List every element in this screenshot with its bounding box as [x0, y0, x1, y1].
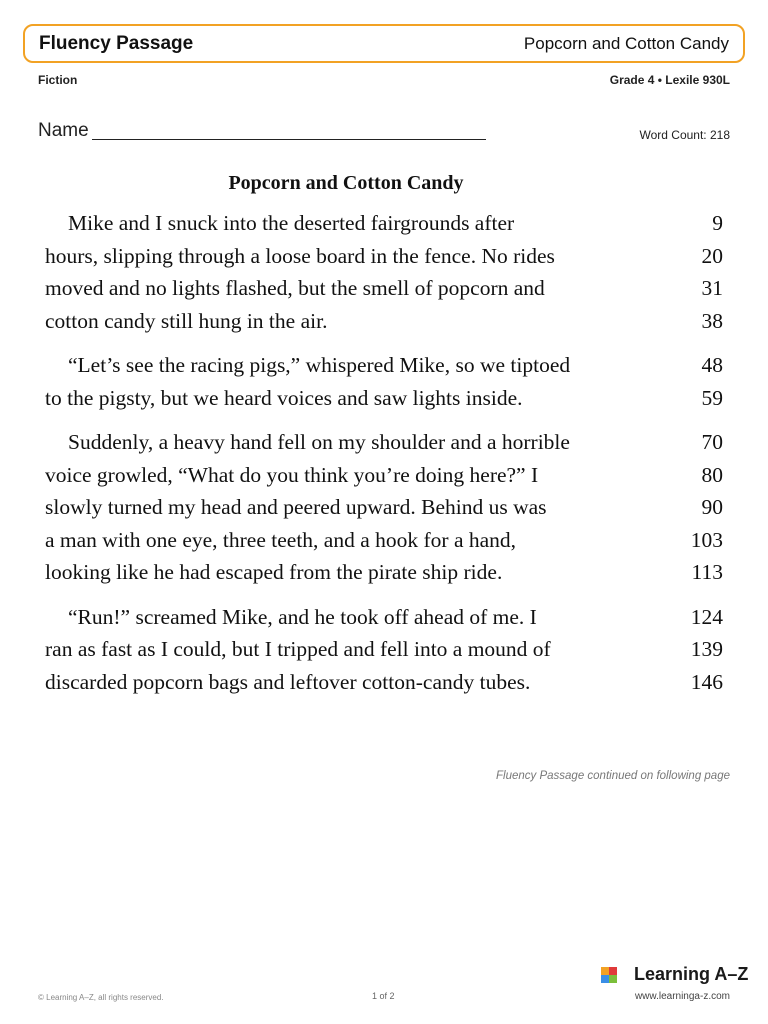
line-text: voice growled, “What do you think you’re doing here?” I: [45, 462, 539, 487]
line-text: a man with one eye, three teeth, and a hook for a hand,: [45, 527, 517, 552]
running-word-count: 48: [701, 353, 723, 377]
passage-line: [45, 637, 723, 670]
running-word-count: 113: [691, 560, 723, 584]
running-word-count: 124: [690, 604, 723, 629]
passage-line: [45, 670, 723, 703]
logo-square-2: [609, 967, 617, 975]
passage-line: [45, 211, 723, 244]
line-text: discarded popcorn bags and leftover cotton-candy tubes.: [45, 669, 531, 694]
page-number: 1 of 2: [372, 991, 395, 1001]
paragraph: [45, 211, 723, 341]
passage-line: [45, 309, 723, 342]
website-link[interactable]: www.learninga-z.com: [634, 991, 730, 1002]
running-word-count: 9: [712, 211, 723, 235]
header-title-left: Fluency Passage: [39, 33, 194, 54]
passage-line: [45, 495, 723, 528]
grade-lexile-label: Grade 4 • Lexile 930L: [609, 73, 730, 87]
passage-line: [45, 353, 723, 386]
logo-square-4: [609, 975, 617, 983]
passage-line: [45, 605, 723, 638]
line-text: to the pigsty, but we heard voices and saw lights inside.: [45, 385, 523, 410]
running-word-count: 80: [701, 462, 723, 487]
name-label: Name: [38, 120, 89, 141]
running-word-count: 59: [701, 385, 723, 410]
name-line[interactable]: [92, 139, 486, 140]
passage-title: Popcorn and Cotton Candy: [228, 172, 464, 194]
passage-line: [45, 560, 723, 593]
line-text: slowly turned my head and peered upward. Behind us was: [45, 495, 547, 519]
line-text: ran as fast as I could, but I tripped and fell into a mound of: [45, 637, 551, 661]
brand-name: Learning A–Z: [634, 964, 749, 984]
running-word-count: 70: [701, 430, 723, 454]
running-word-count: 20: [701, 243, 723, 268]
running-word-count: 146: [690, 669, 723, 694]
continued-note: Fluency Passage continued on following page: [496, 770, 730, 782]
running-word-count: 139: [690, 637, 723, 661]
passage-body: [45, 211, 723, 714]
line-text: looking like he had escaped from the pirate ship ride.: [45, 560, 503, 584]
line-text: cotton candy still hung in the air.: [45, 308, 328, 333]
passage-line: [45, 430, 723, 463]
passage-line: [45, 528, 723, 561]
passage-line: [45, 244, 723, 277]
copyright-text: © Learning A–Z, all rights reserved.: [38, 993, 164, 1002]
logo-square-1: [601, 967, 609, 975]
line-text: Suddenly, a heavy hand fell on my shoulder and a horrible: [68, 430, 570, 454]
learning-az-logo-icon: [601, 967, 617, 983]
passage-line: [45, 386, 723, 419]
line-text: “Let’s see the racing pigs,” whispered Mike, so we tiptoed: [68, 353, 571, 377]
genre-label: Fiction: [38, 73, 78, 87]
line-text: “Run!” screamed Mike, and he took off ahead of me. I: [68, 604, 537, 629]
line-text: moved and no lights flashed, but the smell of popcorn and: [45, 276, 545, 300]
paragraph: [45, 430, 723, 593]
line-text: Mike and I snuck into the deserted fairgrounds after: [68, 211, 515, 235]
running-word-count: 31: [701, 276, 723, 300]
running-word-count: 90: [701, 495, 723, 519]
paragraph: [45, 605, 723, 703]
line-text: hours, slipping through a loose board in the fence. No rides: [45, 243, 555, 268]
running-word-count: 103: [690, 527, 723, 552]
word-count: Word Count: 218: [639, 128, 730, 142]
running-word-count: 38: [701, 308, 723, 333]
logo-square-3: [601, 975, 609, 983]
passage-line: [45, 463, 723, 496]
paragraph: [45, 353, 723, 418]
header-title-right: Popcorn and Cotton Candy: [523, 34, 729, 53]
header-box: [23, 24, 745, 63]
passage-line: [45, 276, 723, 309]
